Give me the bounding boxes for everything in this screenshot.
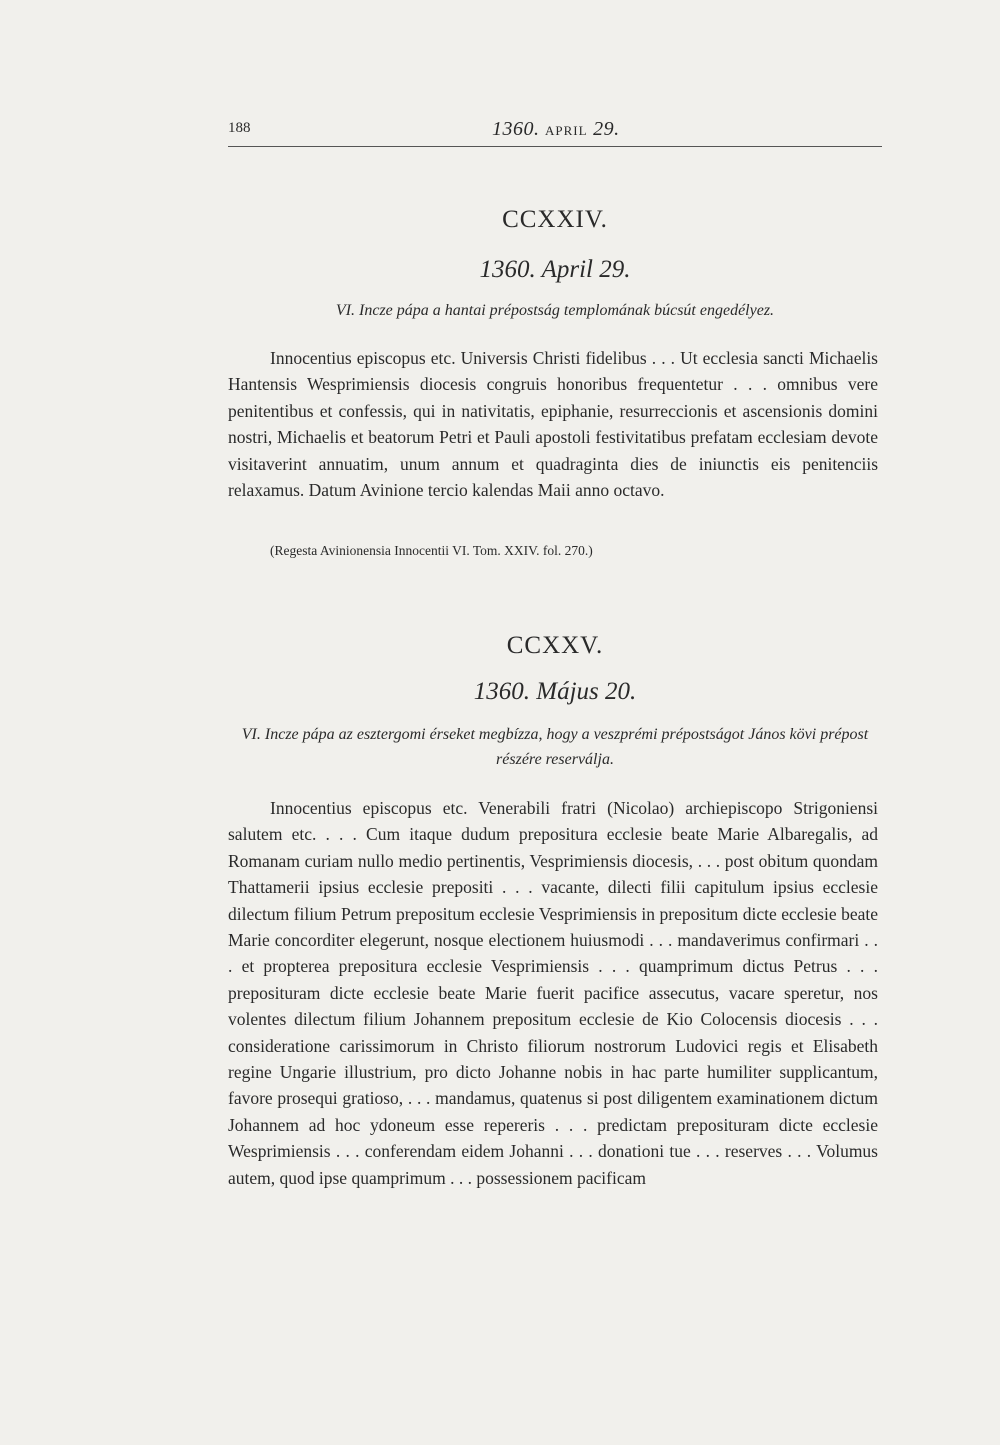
running-head-day: 29. (593, 118, 620, 140)
document-number: CCXXV. (506, 632, 604, 659)
page-number: 188 (228, 120, 251, 136)
page-header (228, 118, 882, 147)
document-body: Innocentius episcopus etc. Venerabili fratri (Nicolao) archiepiscopo Strigoniensi salutem etc. . . . Cum itaque dudum prepositura ecclesie beate Marie Albaregalis, ad Romanam curiam nullo medio pertinentis, Vesprimiensis diocesis, . . . post obitum quondam Thattamerii ipsius ecclesie prepositi . . . vacante, dilecti filii capitulum ipsius ecclesie dilectum filium Petrum prepositum ecclesie Vesprimiensis in prepositum dicte ecclesie beate Marie concorditer elegerunt, nosque electionem huiusmodi . . . mandaverimus confirmari . . . et propterea prepositura ecclesie Vesprimiensis . . . quamprimum dictus Petrus . . . preposituram dicte ecclesie beate Marie fuerit pacifice assecutus, vacare speretur, nos volentes dilectum filium Johannem prepositum ecclesie de Kio Colocensis diocesis . . . consideratione carissimorum in Christo filiorum nostrorum Ludovici regis et Elisabeth regine Ungarie illustrium, pro dicto Johanne nobis in hac parte humiliter supplicantum, favore prosequi gratioso, . . . mandamus, quatenus si post diligentem examinationem dictum Johannem ad hoc ydoneum esse repereris . . . predictam preposituram dicte ecclesie Wesprimiensis . . . conferendam eidem Johanni . . . donationi tue . . . reserves . . . Volumus autem, quod ipse quamprimum . . . possessionem pacificam (228, 798, 878, 1188)
running-head (492, 118, 620, 141)
document-date: 1360. Május 20. (473, 678, 637, 705)
document-date: 1360. April 29. (479, 256, 631, 283)
document-body: Innocentius episcopus etc. Universis Christi fidelibus . . . Ut ecclesia sancti Michaelis Hantensis Wesprimiensis diocesis congruis honoribus frequentetur . . . omnibus vere penitentibus et confessis, qui in nativitatis, epiphanie, resurreccionis et ascensionis domini nostri, Michaelis et beatorum Petri et Pauli apostoli festivitatibus prefatam ecclesiam devote visitaverint annuatim, unum annum et quadraginta dies de iniunctis eis penitenciis relaxamus. Datum Avinione tercio kalendas Maii anno octavo. (228, 348, 878, 501)
document-summary: VI. Incze pápa az esztergomi érseket megbízza, hogy a veszprémi prépostságot János kövi prépost részére reserválja. (241, 726, 869, 768)
running-head-month: APRIL (545, 123, 588, 138)
running-head-year: 1360. (492, 118, 540, 140)
source-citation: (Regesta Avinionensia Innocentii VI. Tom. XXIV. fol. 270.) (270, 543, 593, 558)
document-summary: VI. Incze pápa a hantai prépostság templomának búcsút engedélyez. (335, 302, 775, 319)
document-number: CCXXIV. (502, 206, 608, 233)
